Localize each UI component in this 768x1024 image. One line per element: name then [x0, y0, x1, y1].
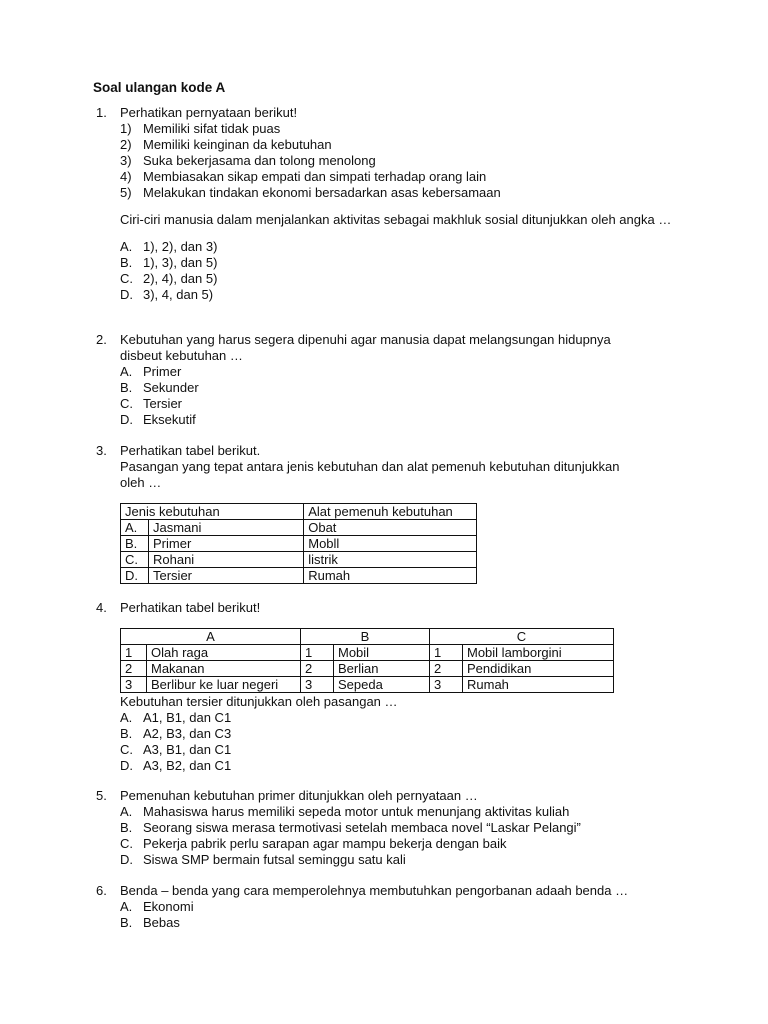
answer-option: C. A3, B1, dan C1 [120, 742, 232, 757]
statement-item: 5) Melakukan tindakan ekonomi bersadarkan asas kebersamaan [120, 185, 501, 200]
answer-option: B. Bebas [120, 915, 180, 930]
table-header-row: A B C [121, 629, 614, 645]
answer-option: A. Ekonomi [120, 899, 194, 914]
question-text: Pasangan yang tepat antara jenis kebutuhan dan alat pemenuh kebutuhan ditunjukkan [120, 459, 620, 474]
table-row: B. Primer Mobll [121, 536, 477, 552]
question-stem: Pemenuhan kebutuhan primer ditunjukkan oleh pernyataan … [120, 788, 478, 803]
table-header-cell: Alat pemenuh kebutuhan [304, 504, 477, 520]
answer-option: D. A3, B2, dan C1 [120, 758, 232, 773]
answer-option: C. Tersier [120, 396, 183, 411]
needs-table [120, 503, 477, 584]
answer-option: B. Sekunder [120, 380, 199, 395]
answer-option: C. Pekerja pabrik perlu sarapan agar mampu bekerja dengan baik [120, 836, 507, 851]
answer-option: D. 3), 4, dan 5) [120, 287, 214, 302]
table-row: 1 Olah raga 1 Mobil 1 Mobil lamborgini [121, 645, 614, 661]
question-stem: Perhatikan pernyataan berikut! [120, 105, 298, 120]
answer-option: A. 1), 2), dan 3) [120, 239, 218, 254]
table-row: A. Jasmani Obat [121, 520, 477, 536]
answer-option: C. 2), 4), dan 5) [120, 271, 218, 286]
statement-item: 4) Membiasakan sikap empati dan simpati terhadap orang lain [120, 169, 487, 184]
answer-option: B. Seorang siswa merasa termotivasi setelah membaca novel “Laskar Pelangi” [120, 820, 581, 835]
category-table [120, 628, 614, 693]
question-stem-cont: disbeut kebutuhan … [120, 348, 243, 363]
answer-option: B. A2, B3, dan C3 [120, 726, 232, 741]
table-row: 3 Berlibur ke luar negeri 3 Sepeda 3 Rumah [121, 677, 614, 693]
answer-option: B. 1), 3), dan 5) [120, 255, 218, 270]
question-number: 5. [96, 788, 107, 803]
answer-option: A. A1, B1, dan C1 [120, 710, 232, 725]
answer-option: A. Primer [120, 364, 182, 379]
question-text: Ciri-ciri manusia dalam menjalankan aktivitas sebagai makhluk sosial ditunjukkan oleh angka … [120, 212, 672, 227]
answer-option: A. Mahasiswa harus memiliki sepeda motor untuk menunjang aktivitas kuliah [120, 804, 570, 819]
question-text-cont: oleh … [120, 475, 162, 490]
question-number: 4. [96, 600, 107, 615]
table-header-row [121, 504, 477, 520]
statement-item: 3) Suka bekerjasama dan tolong menolong [120, 153, 376, 168]
table-row: 2 Makanan 2 Berlian 2 Pendidikan [121, 661, 614, 677]
table-row: D. Tersier Rumah [121, 568, 477, 584]
question-number: 2. [96, 332, 107, 347]
page-title: Soal ulangan kode A [93, 80, 226, 95]
answer-option: D. Eksekutif [120, 412, 196, 427]
answer-option: D. Siswa SMP bermain futsal seminggu satu kali [120, 852, 406, 867]
table-row: C. Rohani listrik [121, 552, 477, 568]
question-stem: Perhatikan tabel berikut. [120, 443, 261, 458]
question-number: 6. [96, 883, 107, 898]
question-number: 1. [96, 105, 107, 120]
statement-item: 1) Memiliki sifat tidak puas [120, 121, 281, 136]
question-number: 3. [96, 443, 107, 458]
statement-item: 2) Memiliki keinginan da kebutuhan [120, 137, 332, 152]
question-stem: Benda – benda yang cara memperolehnya membutuhkan pengorbanan adaah benda … [120, 883, 629, 898]
table-header-cell: Jenis kebutuhan [121, 504, 304, 520]
question-stem: Kebutuhan yang harus segera dipenuhi agar manusia dapat melangsungan hidupnya [120, 332, 611, 347]
question-text: Kebutuhan tersier ditunjukkan oleh pasangan … [120, 694, 398, 709]
question-stem: Perhatikan tabel berikut! [120, 600, 261, 615]
